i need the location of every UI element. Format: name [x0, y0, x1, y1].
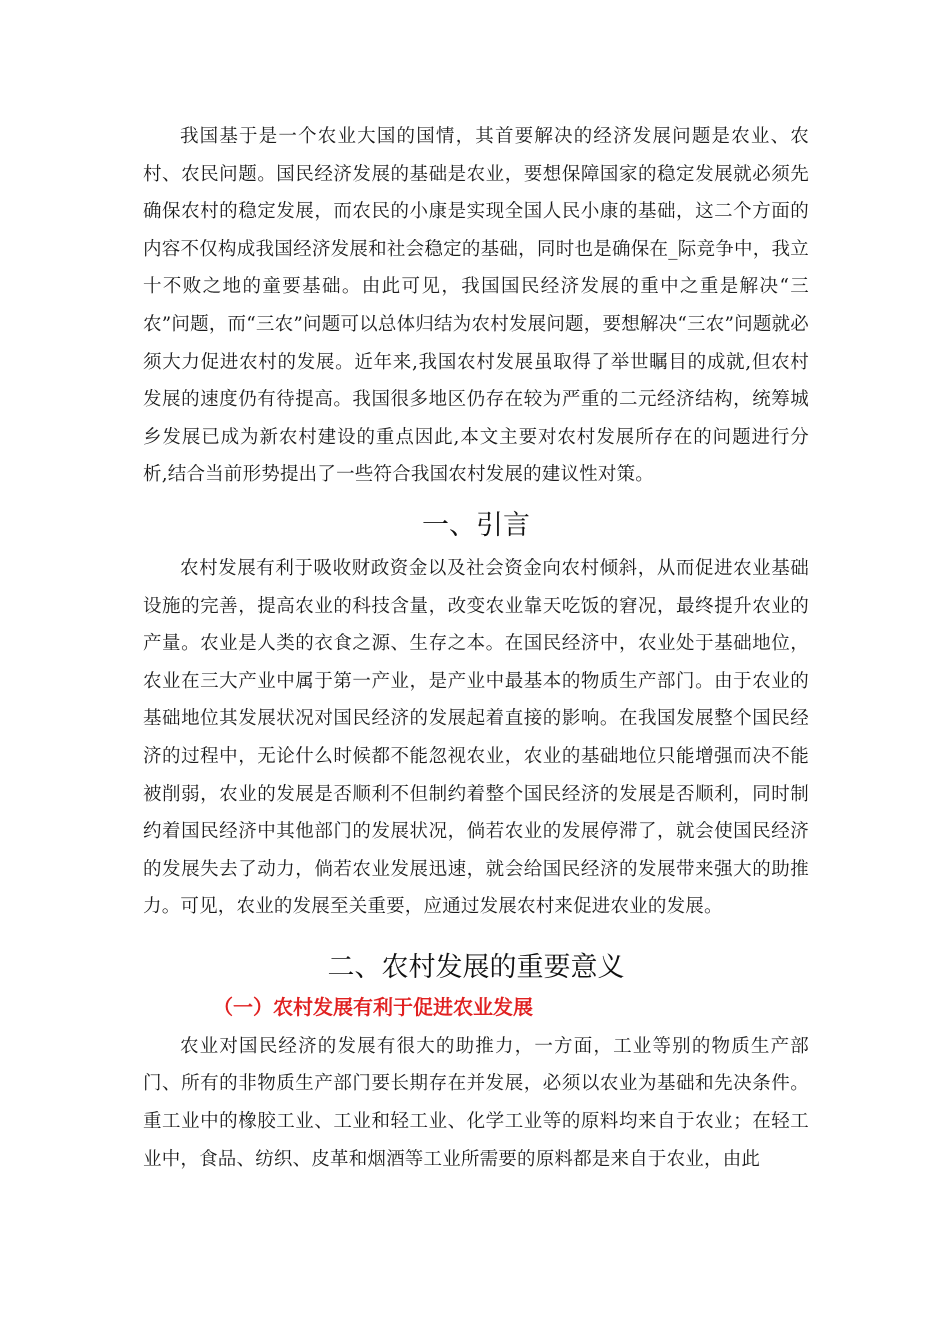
agriculture-paragraph: 农业对国民经济的发展有很大的助推力，一方面，工业等别的物质生产部门、所有的非物质生产部门要长期存在并发展，必须以农业为基础和先决条件。重工业中的橡胶工业、工业和轻工业、化学工业等的原料均来自于农业；在轻工业中，食品、纺织、皮革和烟酒等工业所需要的原料都是来自于农业，由此: [143, 1035, 809, 1170]
introduction-paragraph: 农村发展有利于吸收财政资金以及社会资金向农村倾斜，从而促进农业基础设施的完善，提高农业的科技含量，改变农业靠天吃饭的窘况，最终提升农业的产量。农业是人类的衣食之源、生存之本。在国民经济中，农业处于基础地位，农业在三大产业中属于第一产业，是产业中最基本的物质生产部门。由于农业的基础地位其发展状况对国民经济的发展起着直接的影响。在我国发展整个国民经济的过程中，无论什么时候都不能忽视农业，农业的基础地位只能增强而决不能被削弱，农业的发展是否顺利不但制约着整个国民经济的发展是否顺利，同时制约着国民经济中其他部门的发展状况，倘若农业的发展停滞了，就会使国民经济的发展失去了动力，倘若农业发展迅速，就会给国民经济的发展带来强大的助推力。可见，农业的发展至关重要，应通过发展农村来促进农业的发展。: [143, 557, 809, 918]
abstract-paragraph: 我国基于是一个农业大国的国情，其首要解决的经济发展问题是农业、农村、农民问题。国民经济发展的基础是农业，要想保障国家的稳定发展就必须先确保农村的稳定发展，而农民的小康是实现全国人民小康的基础，这二个方面的内容不仅构成我国经济发展和社会稳定的基础，同时也是确保在_际竞争中，我立十不败之地的童要基础。由此可见，我国国民经济发展的重中之重是解决“三农”问题，而“三农”问题可以总体归结为农村发展问题，要想解决“三农”问题就必须大力促进农村的发展。近年来,我国农村发展虽取得了举世瞩目的成就,但农村发展的速度仍有待提高。我国很多地区仍存在较为严重的二元经济结构，统筹城乡发展已成为新农村建设的重点因此,本文主要对农村发展所存在的问题进行分析,结合当前形势提出了一些符合我国农村发展的建议性对策。: [143, 126, 809, 486]
section-heading-introduction: 一、引言: [422, 509, 530, 541]
document-page: [143, 118, 809, 1178]
section-heading-significance: 二、农村发展的重要意义: [327, 951, 625, 983]
subsection-heading-agriculture: （一）农村发展有利于促进农业发展: [213, 994, 533, 1019]
